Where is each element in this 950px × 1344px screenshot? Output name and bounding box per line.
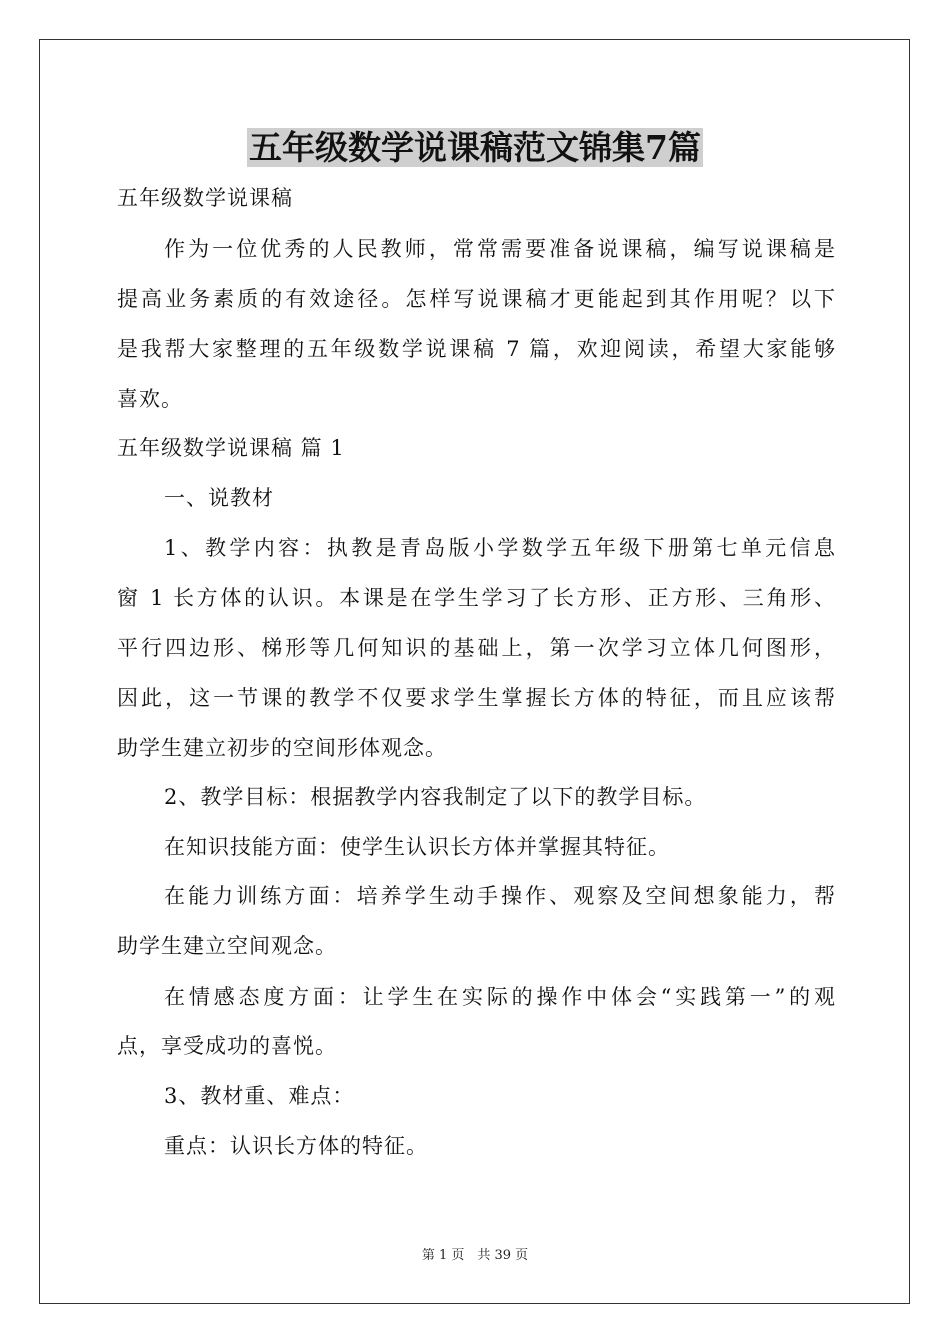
paragraph-line: 1、教学内容：执教是青岛版小学数学五年级下册第七单元信息 [164,536,835,560]
section-heading: 五年级数学说课稿 [117,186,293,210]
paragraph-line: 助学生建立空间观念。 [117,934,337,958]
paragraph-line: 重点：认识长方体的特征。 [164,1134,428,1158]
section-heading: 五年级数学说课稿 篇 1 [117,436,345,460]
paragraph-line: 在情感态度方面：让学生在实际的操作中体会“实践第一”的观 [164,985,835,1009]
page-border [39,39,910,1304]
paragraph-line: 因此，这一节课的教学不仅要求学生掌握长方体的特征，而且应该帮 [117,686,835,710]
paragraph-line: 在知识技能方面：使学生认识长方体并掌握其特征。 [164,835,670,859]
paragraph-line: 在能力训练方面：培养学生动手操作、观察及空间想象能力，帮 [164,884,835,908]
paragraph-line: 作为一位优秀的人民教师，常常需要准备说课稿，编写说课稿是 [164,237,835,261]
paragraph-line: 窗 1 长方体的认识。本课是在学生学习了长方形、正方形、三角形、 [117,586,835,610]
paragraph-line: 提高业务素质的有效途径。怎样写说课稿才更能起到其作用呢？以下 [117,287,835,311]
subsection-heading: 一、说教材 [164,486,274,510]
page-number-footer: 第 1 页 共 39 页 [421,1248,529,1263]
paragraph-line: 喜欢。 [117,387,183,411]
paragraph-line: 点，享受成功的喜悦。 [117,1034,337,1058]
paragraph-line: 是我帮大家整理的五年级数学说课稿 7 篇，欢迎阅读，希望大家能够 [117,337,835,361]
paragraph-line: 平行四边形、梯形等几何知识的基础上，第一次学习立体几何图形， [117,636,835,660]
paragraph-line: 3、教材重、难点： [164,1084,355,1108]
document-title-text: 五年级数学说课稿范文锦集7篇 [249,128,701,167]
paragraph-line: 助学生建立初步的空间形体观念。 [117,736,447,760]
paragraph-line: 2、教学目标：根据教学内容我制定了以下的教学目标。 [164,785,707,809]
document-title [0,124,950,172]
